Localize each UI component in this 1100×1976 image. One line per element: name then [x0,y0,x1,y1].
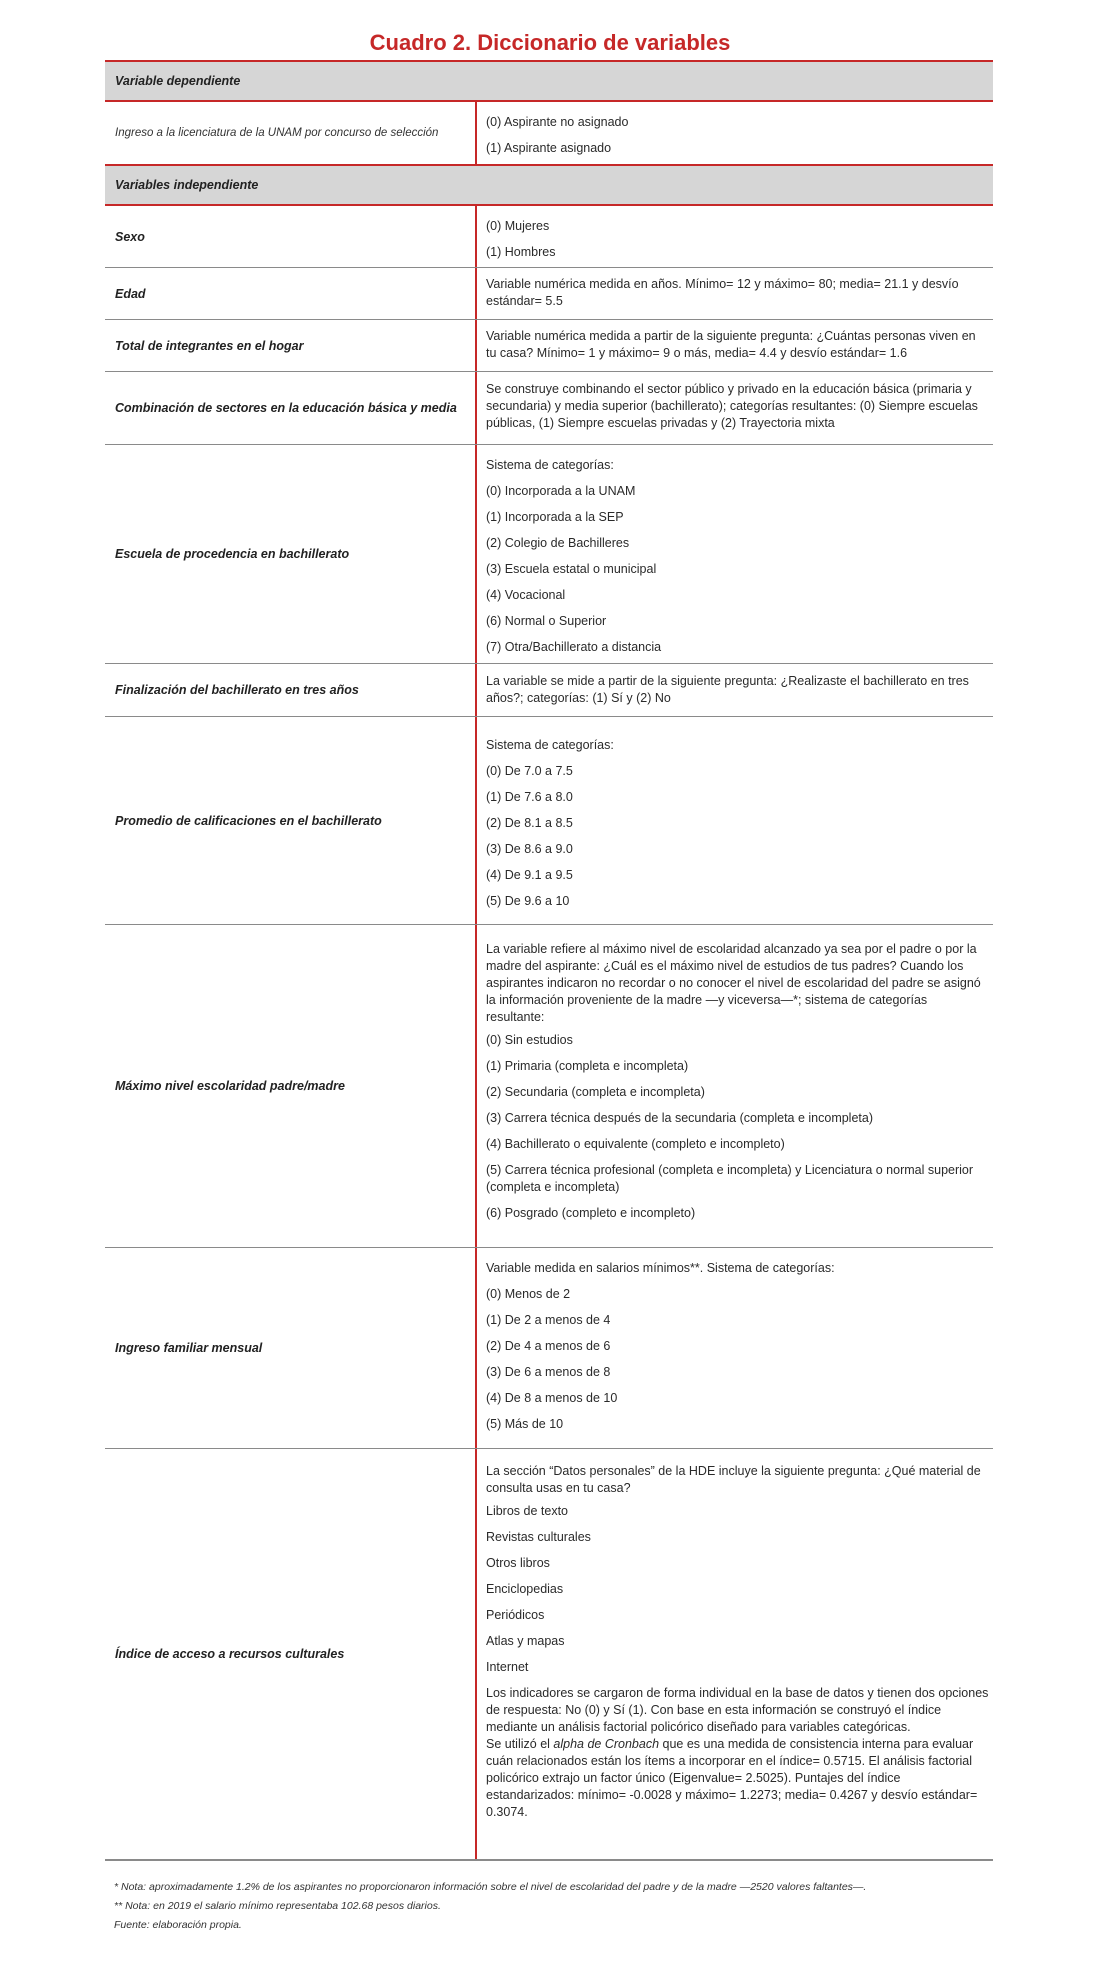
row-label: Índice de acceso a recursos culturales [115,1647,345,1661]
category-item: (7) Otra/Bachillerato a distancia [486,640,662,654]
row-value [475,445,993,663]
category-intro: Variable medida en salarios mínimos**. Sistema de categorías: [486,1261,835,1275]
table-row [105,1248,993,1449]
row-value [475,1248,993,1448]
row-value: Variable numérica medida en años. Mínimo= 12 y máximo= 80; media= 21.1 y desvío estándar= 5.5 [475,268,993,319]
row-value: Variable numérica medida a partir de la siguiente pregunta: ¿Cuántas personas viven en tu casa? Mínimo= 1 y máximo= 9 o más, media= 4.4 y desvío estándar= 1.6 [475,320,993,371]
row-value: La variable se mide a partir de la siguiente pregunta: ¿Realizaste el bachillerato en tres años?; categorías: (1) Sí y (2) No [475,664,993,716]
category-item: (1) Incorporada a la SEP [486,510,624,524]
index-methodology [486,1736,989,1821]
source-note: Fuente: elaboración propia. [114,1919,242,1931]
category-item: (4) De 9.1 a 9.5 [486,868,573,882]
table-row [105,372,993,445]
table-row [105,717,993,925]
row-label: Edad [115,286,146,301]
row-label: Finalización del bachillerato en tres años [115,683,359,697]
category-item: (5) De 9.6 a 10 [486,894,570,908]
category-intro: Sistema de categorías: [486,738,614,752]
category-item: (0) De 7.0 a 7.5 [486,764,573,778]
category-item: (1) Primaria (completa e incompleta) [486,1059,689,1073]
category-item: (2) De 8.1 a 8.5 [486,816,573,830]
row-label: Sexo [115,229,145,244]
table-row [105,320,993,372]
category-item: (3) De 6 a menos de 8 [486,1365,611,1379]
footnote-1: * Nota: aproximadamente 1.2% de los aspirantes no proporcionaron información sobre el nivel de escolaridad del padre y de la madre —2520 valores faltantes—. [114,1881,867,1893]
list-item: Otros libros [486,1556,550,1570]
list-item: Periódicos [486,1608,545,1622]
table-row [105,102,993,166]
row-label: Ingreso familiar mensual [115,1341,263,1355]
list-item: Enciclopedias [486,1582,564,1596]
category-item: (0) Sin estudios [486,1033,573,1047]
category-item: (5) Más de 10 [486,1417,564,1431]
category-item: (2) Secundaria (completa e incompleta) [486,1085,705,1099]
section-header-independent: Variables independiente [105,166,993,206]
row-label: Escuela de procedencia en bachillerato [115,547,350,561]
row-value [475,1449,993,1859]
category-item: (1) Hombres [486,245,556,259]
row-value [475,206,993,267]
category-item: (3) Escuela estatal o municipal [486,562,657,576]
row-value [475,717,993,924]
category-item: (0) Menos de 2 [486,1287,571,1301]
list-item: Internet [486,1660,529,1674]
list-item: Revistas culturales [486,1530,591,1544]
row-value: Se construye combinando el sector público y privado en la educación básica (primaria y secundaria) y media superior (bachillerato); categorías resultantes: (0) Siempre escuelas públicas, (1) Siempre escuelas privadas y (2) Trayectoria mixta [475,372,993,444]
category-item: (2) Colegio de Bachilleres [486,536,630,550]
table-row [105,206,993,268]
table-row [105,664,993,717]
category-item: (6) Normal o Superior [486,614,607,628]
table-row [105,268,993,320]
row-label: Ingreso a la licenciatura de la UNAM por concurso de selección [115,127,439,139]
table-row [105,1449,993,1861]
category-item: (3) De 8.6 a 9.0 [486,842,573,856]
table-row [105,925,993,1248]
cronbach-term: alpha de Cronbach [553,1737,660,1751]
category-item: (4) De 8 a menos de 10 [486,1391,618,1405]
category-intro: La variable refiere al máximo nivel de escolaridad alcanzado ya sea por el padre o por la madre del aspirante: ¿Cuál es el máximo nivel de estudios de tus padres? Cuando los aspirantes indicaron no recordar o no conocer el nivel de escolaridad del padre se asignó la información proveniente de la madre —y viceversa—*; sistema de categorías resultante: [486,942,981,1024]
category-item: (1) De 2 a menos de 4 [486,1313,611,1327]
category-item: (1) De 7.6 a 8.0 [486,790,573,804]
methodology-text: Se utilizó el [486,1737,554,1751]
category-item: (0) Incorporada a la UNAM [486,484,636,498]
category-item: (2) De 4 a menos de 6 [486,1339,611,1353]
row-value [475,925,993,1247]
table-title: Cuadro 2. Diccionario de variables [369,30,731,55]
methodology-text: que es una medida de consistencia interna para evaluar cuán relacionados están los ítems a incorporar en el índice= 0.5715. El análisis factorial policórico extrajo un factor único (Eigenvalue= 2.5025). Puntajes del índice estandarizados: mínimo= -0.0028 y máximo= 1.2273; media= 0.4267 y desvío estándar= 0.3074. [486,1737,978,1819]
index-explanation: Los indicadores se cargaron de forma individual en la base de datos y tienen dos opciones de respuesta: No (0) y Sí (1). Con base en esta información se construyó el índice mediante un análisis factorial policórico diseñado para variables categóricas. [486,1686,989,1734]
table-row [105,445,993,664]
row-label: Total de integrantes en el hogar [115,338,304,353]
footnote-2: ** Nota: en 2019 el salario mínimo representaba 102.68 pesos diarios. [114,1900,441,1912]
table-notes [114,1878,984,1935]
category-item: (0) Aspirante no asignado [486,115,629,129]
variables-table [105,60,993,1861]
category-item: (1) Aspirante asignado [486,141,612,155]
row-label: Máximo nivel escolaridad padre/madre [115,1079,345,1093]
category-intro: Sistema de categorías: [486,458,614,472]
section-header-dependent: Variable dependiente [105,62,993,102]
category-item: (3) Carrera técnica después de la secundaria (completa e incompleta) [486,1111,873,1125]
category-item: (5) Carrera técnica profesional (completa e incompleta) y Licenciatura o normal superior (completa e incompleta) [486,1163,974,1194]
list-item: Libros de texto [486,1504,568,1518]
category-item: (4) Bachillerato o equivalente (completo e incompleto) [486,1137,785,1151]
category-intro: La sección “Datos personales” de la HDE incluye la siguiente pregunta: ¿Qué material de consulta usas en tu casa? [486,1464,981,1495]
row-label: Combinación de sectores en la educación básica y media [115,401,457,415]
category-item: (4) Vocacional [486,588,566,602]
row-value [475,102,993,164]
category-item: (0) Mujeres [486,219,550,233]
list-item: Atlas y mapas [486,1634,565,1648]
row-label: Promedio de calificaciones en el bachillerato [115,813,382,828]
category-item: (6) Posgrado (completo e incompleto) [486,1206,696,1220]
